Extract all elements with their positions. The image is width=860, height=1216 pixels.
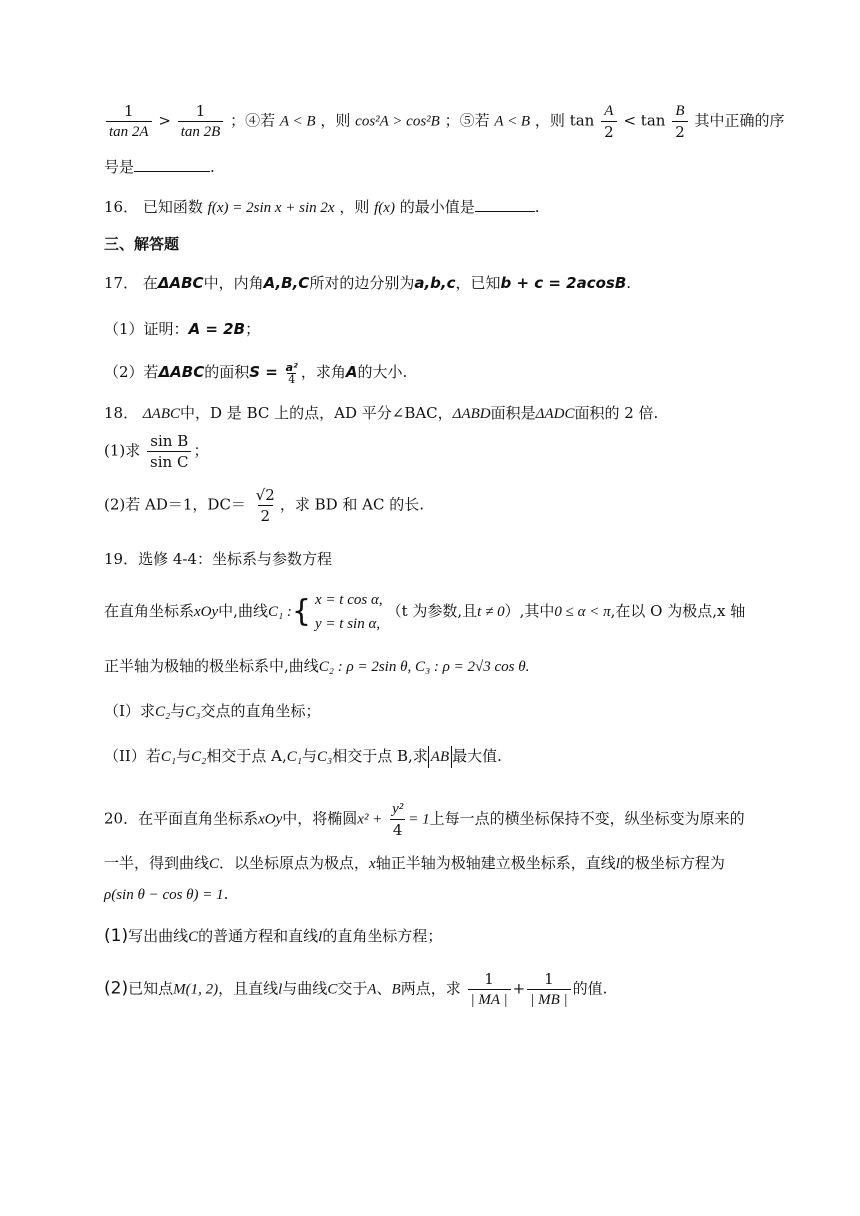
answer-blank[interactable] bbox=[475, 195, 535, 212]
section-heading: 三、解答题 bbox=[104, 235, 180, 253]
fraction-y2-over-4: $\frac{\text{y²}}{4}$ bbox=[389, 800, 406, 839]
fraction-1-over-MA: $\frac{1}{| MA |}$ bbox=[468, 970, 511, 1009]
question-17-part-1: （1）证明：A = 2B； bbox=[104, 320, 261, 338]
q15-answer-line: 号是 . bbox=[104, 155, 764, 178]
left-brace-icon: { bbox=[291, 594, 312, 629]
question-18-part-1: (1)求 $\frac{\text{sin B}}{\text{sin C}}$ ； bbox=[104, 432, 209, 471]
question-18-part-2: (2)若 AD＝1，DC＝ $\frac{√2}{2}$ ，求 BD 和 AC 的长. bbox=[104, 486, 425, 525]
fraction-1-over-tan2A: $\frac{1}{\tan 2A}$ bbox=[106, 102, 152, 141]
question-20-line2: 一半，得到曲线C．以坐标原点为极点，x轴正半轴为极轴建立极坐标系，直线l的极坐标方程为 bbox=[104, 854, 725, 872]
question-20-part-2: (2)已知点M(1, 2)，且直线l与曲线C交于A、B两点，求 $\frac{1}{| MA |}$ + $\frac{1}{| MB |}$ 的值. bbox=[104, 970, 608, 1008]
fraction-1-over-MB: $\frac{1}{| MB |}$ bbox=[527, 970, 570, 1009]
answer-blank[interactable] bbox=[134, 155, 210, 172]
fraction-sqrt2-over-2: $\frac{√2}{2}$ bbox=[255, 486, 275, 525]
question-19-part-2: （II）若C₁与C₂相交于点 A,C₁与C₃相交于点 B,求 AB 最大值. bbox=[104, 745, 764, 768]
question-17: 17． 在ΔABC中，内角A,B,C所对的边分别为a,b,c，已知b + c = 2acosB. bbox=[104, 274, 632, 292]
abs-AB: AB bbox=[428, 746, 452, 768]
question-20-part-1: (1)写出曲线C的普通方程和直线l的直角坐标方程； bbox=[104, 926, 443, 946]
fraction-a2-over-4: $\frac{\text{a²}}{4}$ bbox=[285, 360, 298, 386]
question-19-body: 在直角坐标系xOy中,曲线C₁ :{ x = t cos α, y = t sin α, （t 为参数,且t ≠ 0）,其中0 ≤ α < π,在以 O 为极点,x 轴 bbox=[104, 588, 764, 636]
question-20-line3: ρ(sin θ − cos θ) = 1. bbox=[104, 885, 229, 903]
question-16: 16． 已知函数 f(x) = 2sin x + sin 2x ，则 f(x) 的最小值是 . bbox=[104, 195, 764, 219]
question-18: 18． ΔABC中，D 是 BC 上的点，AD 平分∠BAC，ΔABD面积是ΔADC面积的 2 倍. bbox=[104, 404, 659, 422]
fraction-B-over-2: $\frac{B}{2}$ bbox=[672, 102, 688, 141]
fraction-sinB-over-sinC: $\frac{\text{sin B}}{\text{sin C}}$ bbox=[147, 432, 191, 471]
question-19: 19．选修 4-4：坐标系与参数方程 bbox=[104, 550, 333, 568]
question-17-part-2: （2）若ΔABC的面积S = $\frac{\text{a²}}{4}$ ，求角A的大小. bbox=[104, 360, 408, 386]
q15-continuation-line: $\frac{1}{\tan 2A}$ > $\frac{1}{\tan 2B}$ ；④若 A < B ，则 cos²A > cos²B ；⑤若 A < B ，则 tan $\frac{A}{2}$ < tan $\frac{B}{2}$ 其中正确的序 bbox=[104, 102, 764, 141]
fraction-1-over-tan2B: $\frac{1}{\tan 2B}$ bbox=[178, 102, 224, 141]
parametric-system: x = t cos α, y = t sin α, bbox=[315, 592, 383, 632]
question-19-body-line2: 正半轴为极轴的极坐标系中,曲线C₂ : ρ = 2sin θ, C₃ : ρ = 2√3 cos θ. bbox=[104, 657, 530, 675]
fraction-A-over-2: $\frac{A}{2}$ bbox=[601, 102, 617, 141]
question-20: 20．在平面直角坐标系xOy中，将椭圆x² + $\frac{\text{y²}}{4}$ = 1上每一点的横坐标保持不变，纵坐标变为原来的 bbox=[104, 801, 745, 839]
question-19-part-1: （I）求C₂与C₃交点的直角坐标； bbox=[104, 702, 321, 720]
